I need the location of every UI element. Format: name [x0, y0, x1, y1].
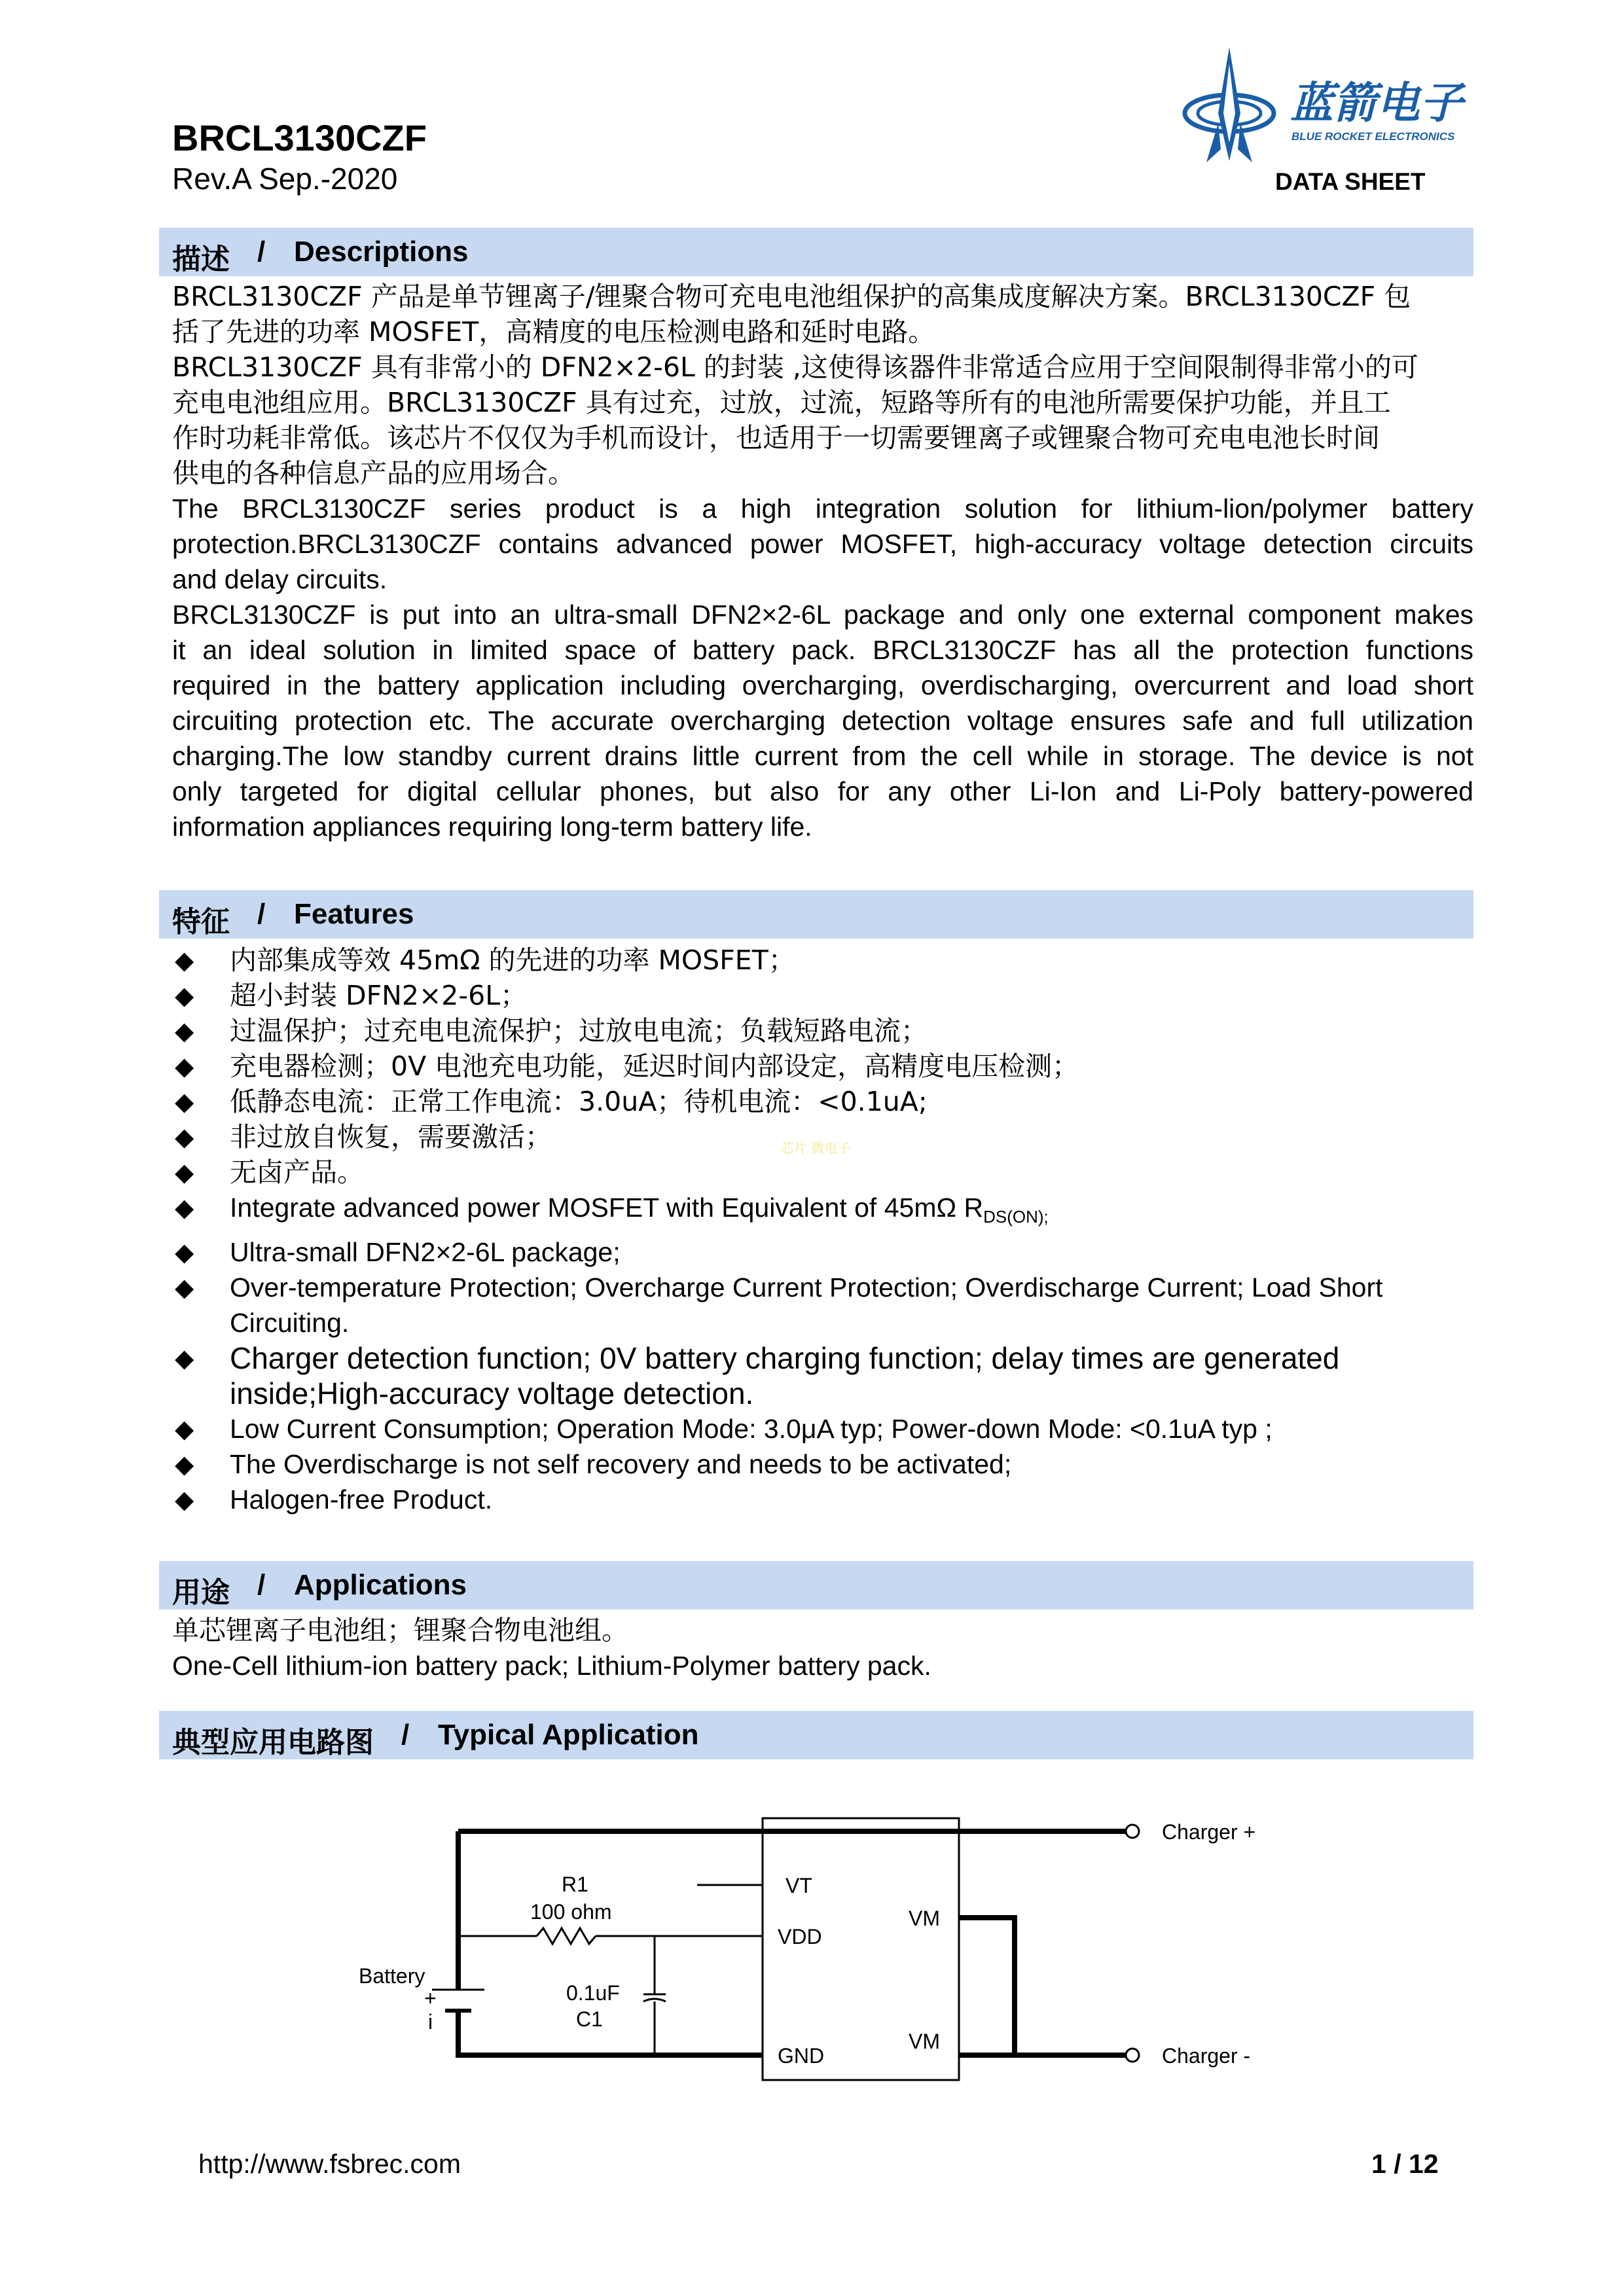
desc-line: and delay circuits. [172, 564, 388, 594]
resistor-r1 [537, 1928, 596, 1944]
logo-cn-text: 蓝箭电子 [1290, 78, 1463, 128]
desc-line: only targeted for digital cellular phones, but also for any other Li-Ion and Li-Poly battery-powered [172, 776, 1473, 806]
desc-line: The BRCL3130CZF series product is a high integration solution for lithium-lion/polymer battery [172, 493, 1473, 524]
c1-value-label: 0.1uF [566, 1981, 620, 2005]
feature-item: ◆ Halogen-free Product. [172, 1482, 1473, 1517]
section-heading-sep: / [257, 1569, 266, 1601]
revision: Rev.A Sep.-2020 [172, 162, 398, 196]
rocket-icon [1185, 47, 1274, 162]
desc-line: 充电电池组应用。BRCL3130CZF 具有过充，过放，过流，短路等所有的电池所需要保护功能，并且工 [172, 387, 1391, 418]
section-heading-en: Features [294, 898, 414, 930]
r1-label: R1 [562, 1873, 588, 1896]
desc-line: BRCL3130CZF 具有非常小的 DFN2×2-6L 的封装 ,这使得该器件非常适合应用于空间限制得非常小的可 [172, 351, 1418, 383]
part-number: BRCL3130CZF [172, 117, 427, 158]
r1-value-label: 100 ohm [530, 1900, 612, 1924]
desc-line: charging.The low standby current drains little current from the cell while in storage. The device is not [172, 741, 1473, 771]
logo-en-text: BLUE ROCKET ELECTRONICS [1291, 130, 1455, 143]
feature-item: ◆ Ultra-small DFN2×2-6L package; [172, 1234, 1473, 1270]
section-heading-sep: / [401, 1719, 410, 1751]
section-bar-typical-application [159, 1711, 1473, 1759]
desc-line: 括了先进的功率 MOSFET，高精度的电压检测电路和延时电路。 [172, 316, 935, 348]
section-bar-applications [159, 1561, 1473, 1609]
bullet-diamond-icon: ◆ [175, 1273, 194, 1302]
battery-label: Battery [359, 1964, 425, 1988]
capacitor-c1-plate-bottom [643, 1999, 666, 2001]
bullet-diamond-icon: ◆ [175, 1450, 194, 1479]
charger-plus-terminal-icon [1126, 1825, 1139, 1838]
battery-minus-wire [458, 2011, 763, 2055]
features-list [172, 942, 1473, 1517]
section-heading-cn: 特征 [172, 905, 230, 939]
feature-item: ◆ Over-temperature Protection; Overcharge Current Protection; Overdischarge Current; Load Short Circuiting. [172, 1270, 1473, 1340]
desc-line: circuiting protection etc. The accurate overcharging detection voltage ensures safe and full utilization [172, 706, 1473, 736]
footer-url: http://www.fsbrec.com [198, 2149, 461, 2179]
section-bar-descriptions [159, 228, 1473, 276]
desc-line: required in the battery application including overcharging, overdischarging, overcurrent and load short [172, 670, 1473, 700]
pin-vt-label: VT [785, 1874, 812, 1897]
section-bar-features [159, 890, 1473, 939]
section-heading-cn: 典型应用电路图 [172, 1726, 374, 1759]
feature-item: ◆ 过温保护；过充电电流保护；过放电电流；负载短路电流； [172, 1013, 1473, 1049]
desc-line: protection.BRCL3130CZF contains advanced power MOSFET, high-accuracy voltage detection circuits [172, 529, 1473, 559]
feature-item: ◆ Charger detection function; 0V battery charging function; delay times are generated inside;High-accuracy voltage detection. [175, 1341, 1340, 1411]
feature-item: ◆ 低静态电流：正常工作电流：3.0uA；待机电流：<0.1uA; [172, 1084, 1473, 1119]
feature-item: ◆ 非过放自恢复，需要激活； [172, 1119, 1473, 1155]
pin-vdd-label: VDD [778, 1925, 822, 1948]
typical-application-circuit [340, 1767, 1362, 2134]
bullet-diamond-icon: ◆ [175, 1122, 194, 1151]
company-logo [1180, 45, 1481, 175]
charger-minus-label: Charger - [1162, 2044, 1251, 2068]
page-number: 1 / 12 [1371, 2149, 1439, 2179]
feature-item: ◆ 无卤产品。 [172, 1155, 1473, 1190]
applications-line-en: One-Cell lithium-ion battery pack; Lithium-Polymer battery pack. [172, 1651, 931, 1681]
feature-item: ◆ 内部集成等效 45mΩ 的先进的功率 MOSFET； [172, 942, 1473, 978]
charger-minus-terminal-icon [1126, 2049, 1139, 2062]
section-heading-cn: 用途 [172, 1576, 230, 1609]
section-heading-cn: 描述 [172, 243, 230, 276]
feature-item: ◆ Low Current Consumption; Operation Mode: 3.0μA typ; Power-down Mode: <0.1uA typ ; [172, 1411, 1473, 1446]
datasheet-label: DATA SHEET [1275, 168, 1426, 195]
section-heading-en: Typical Application [438, 1719, 699, 1751]
bullet-diamond-icon: ◆ [175, 1016, 194, 1045]
vm-link-wire [959, 1918, 1015, 2055]
bullet-diamond-icon: ◆ [175, 1087, 194, 1116]
feature-item: ◆ Integrate advanced power MOSFET with Equivalent of 45mΩ $R_{DS(ON);}$ [172, 1190, 1473, 1234]
desc-line: information appliances requiring long-term battery life. [172, 812, 812, 842]
pin-vm-bottom-label: VM [909, 2030, 940, 2053]
bullet-diamond-icon: ◆ [175, 1193, 194, 1222]
bullet-diamond-icon: ◆ [175, 1158, 194, 1187]
desc-line: 作时功耗非常低。该芯片不仅仅为手机而设计，也适用于一切需要锂离子或锂聚合物可充电电池长时间 [172, 422, 1380, 454]
battery-plus-sign: + [424, 1986, 437, 2010]
battery-minus-sign: i [428, 2010, 433, 2034]
desc-line: it an ideal solution in limited space of battery pack. BRCL3130CZF has all the protection functions [172, 635, 1473, 665]
desc-line: 供电的各种信息产品的应用场合。 [172, 457, 575, 489]
desc-line: BRCL3130CZF is put into an ultra-small DFN2×2-6L package and only one external component makes [172, 600, 1473, 630]
watermark: 芯片 微电子 [781, 1140, 851, 1156]
charger-plus-label: Charger + [1162, 1820, 1256, 1844]
bullet-diamond-icon: ◆ [175, 1052, 194, 1081]
bullet-diamond-icon: ◆ [175, 1238, 194, 1267]
section-heading-en: Descriptions [294, 236, 469, 268]
c1-label: C1 [576, 2007, 603, 2031]
feature-item: ◆ 超小封装 DFN2×2-6L； [172, 978, 1473, 1013]
bullet-diamond-icon: ◆ [175, 1414, 194, 1444]
descriptions-body [172, 279, 1473, 844]
bullet-diamond-icon: ◆ [175, 981, 194, 1010]
rdson-subscript: DS(ON); [983, 1207, 1049, 1227]
bullet-diamond-icon: ◆ [175, 1485, 194, 1515]
feature-item: ◆ 充电器检测；0V 电池充电功能，延迟时间内部设定，高精度电压检测； [172, 1049, 1473, 1084]
section-heading-sep: / [257, 236, 266, 268]
feature-item: ◆ The Overdischarge is not self recovery and needs to be activated; [172, 1446, 1473, 1482]
section-heading-sep: / [257, 898, 266, 930]
bullet-diamond-icon: ◆ [175, 946, 194, 975]
bullet-diamond-icon: ◆ [175, 1344, 194, 1373]
section-heading-en: Applications [294, 1569, 467, 1601]
pin-vm-top-label: VM [909, 1907, 940, 1930]
applications-line-cn: 单芯锂离子电池组；锂聚合物电池组。 [172, 1615, 628, 1646]
desc-line: BRCL3130CZF 产品是单节锂离子/锂聚合物可充电电池组保护的高集成度解决方案。BRCL3130CZF 包 [172, 281, 1411, 312]
pin-gnd-label: GND [778, 2044, 825, 2068]
applications-body [172, 1613, 931, 1683]
